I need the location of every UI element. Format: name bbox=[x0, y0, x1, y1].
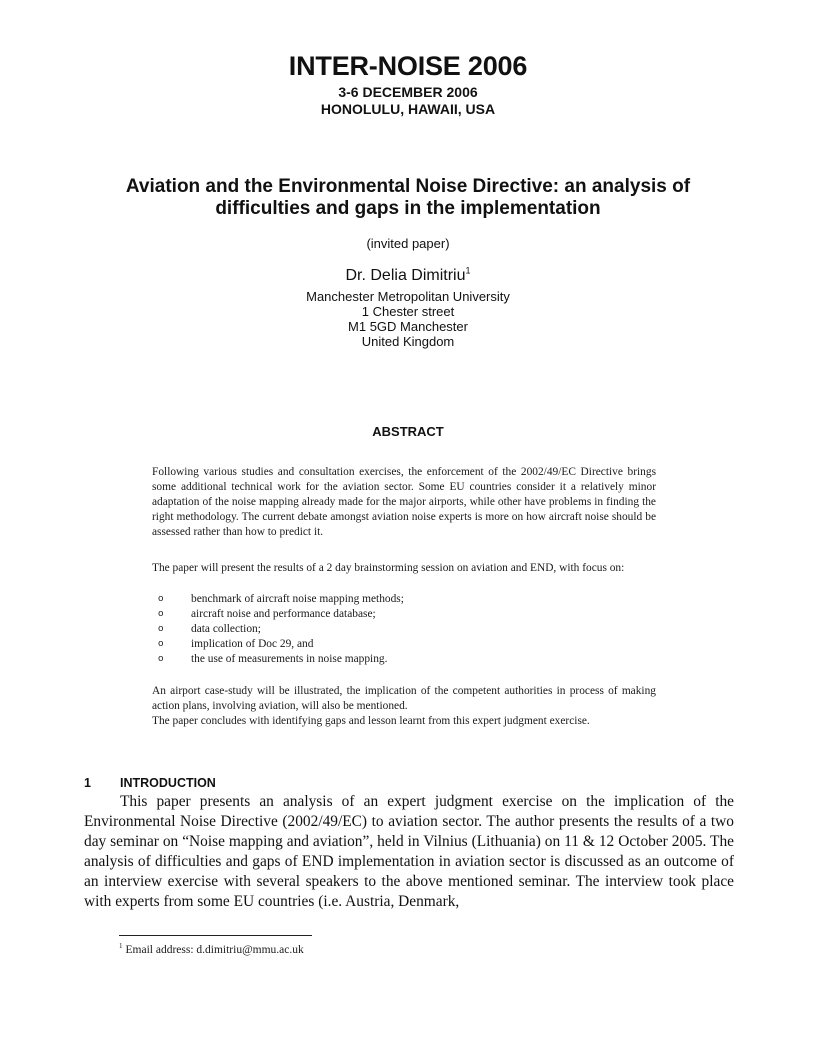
section-body bbox=[84, 792, 734, 912]
bullet-text: aircraft noise and performance database; bbox=[191, 608, 376, 620]
intro-paragraph: This paper presents an analysis of an expert judgment exercise on the implication of the Environmental Noise Directive (2002/49/EC) to aviation sector. The author presents the results of a two day seminar on “Noise mapping and aviation”, held in Vilnius (Lithuania) on 11 & 12 October 2005. The analysis of difficulties and gaps of END implementation in aviation sector is discussed as an outcome of an interview exercise with several speakers to the above mentioned seminar. The interview took place with experts from some EU countries (i.e. Austria, Denmark, bbox=[84, 793, 734, 910]
paper-title-line1: Aviation and the Environmental Noise Directive: an analysis of bbox=[125, 176, 691, 197]
bullet-icon: o bbox=[158, 594, 164, 604]
list-item bbox=[158, 652, 658, 667]
footnote-email: Email address: d.dimitriu@mmu.ac.uk bbox=[125, 944, 304, 956]
abstract-paragraph-2 bbox=[152, 561, 656, 576]
paper-title-line2: difficulties and gaps in the implementation bbox=[215, 198, 601, 219]
list-item bbox=[158, 607, 658, 622]
bullet-icon: o bbox=[158, 639, 164, 649]
bullet-text: data collection; bbox=[191, 623, 261, 635]
conference-date: 3-6 DECEMBER 2006 bbox=[338, 84, 478, 100]
section-title: INTRODUCTION bbox=[120, 776, 216, 790]
author-footnote-mark: 1 bbox=[465, 265, 471, 276]
bullet-icon: o bbox=[158, 654, 164, 664]
affiliation-city: M1 5GD Manchester bbox=[348, 319, 468, 334]
abstract-text-1: Following various studies and consultation exercises, the enforcement of the 2002/49/EC Directive brings some additional technical work for the aviation sector. Some EU countries consider it a relatively minor adaptation of the noise mapping already made for the major airports, while other have problems in finding the right methodology. The current debate amongst aviation noise experts is more on how aircraft noise should be assessed rather than how to predict it. bbox=[152, 466, 656, 538]
bullet-text: the use of measurements in noise mapping. bbox=[191, 653, 388, 665]
abstract-text-4: The paper concludes with identifying gaps and lesson learnt from this expert judgment exercise. bbox=[152, 715, 590, 727]
conference-title: INTER-NOISE 2006 bbox=[288, 51, 528, 81]
list-item bbox=[158, 592, 658, 607]
list-item bbox=[158, 622, 658, 637]
author-name: Dr. Delia Dimitriu bbox=[345, 267, 466, 284]
abstract-bullet-list bbox=[158, 592, 658, 667]
bullet-icon: o bbox=[158, 624, 164, 634]
author-name-line bbox=[0, 267, 816, 285]
conference-location: HONOLULU, HAWAII, USA bbox=[320, 101, 496, 117]
abstract-text-3: An airport case-study will be illustrated, the implication of the competent authorities in process of making action plans, involving aviation, will also be mentioned. bbox=[152, 685, 656, 712]
footnote bbox=[119, 944, 304, 956]
affiliation-institution: Manchester Metropolitan University bbox=[306, 289, 510, 304]
affiliation-street: 1 Chester street bbox=[361, 304, 455, 319]
footnote-divider bbox=[119, 935, 312, 936]
paper-note: (invited paper) bbox=[366, 236, 450, 251]
section-heading bbox=[84, 776, 216, 790]
affiliation-country: United Kingdom bbox=[361, 334, 455, 349]
abstract-paragraph-3 bbox=[152, 684, 656, 714]
section-number: 1 bbox=[84, 776, 91, 790]
abstract-paragraph-1 bbox=[152, 465, 656, 540]
bullet-text: benchmark of aircraft noise mapping methods; bbox=[191, 593, 404, 605]
abstract-text-2: The paper will present the results of a 2 day brainstorming session on aviation and END, with focus on: bbox=[152, 562, 625, 574]
bullet-icon: o bbox=[158, 609, 164, 619]
list-item bbox=[158, 637, 658, 652]
bullet-text: implication of Doc 29, and bbox=[191, 638, 314, 650]
abstract-heading: ABSTRACT bbox=[372, 424, 444, 439]
abstract-paragraph-4 bbox=[152, 714, 672, 729]
footnote-mark: 1 bbox=[119, 942, 123, 951]
